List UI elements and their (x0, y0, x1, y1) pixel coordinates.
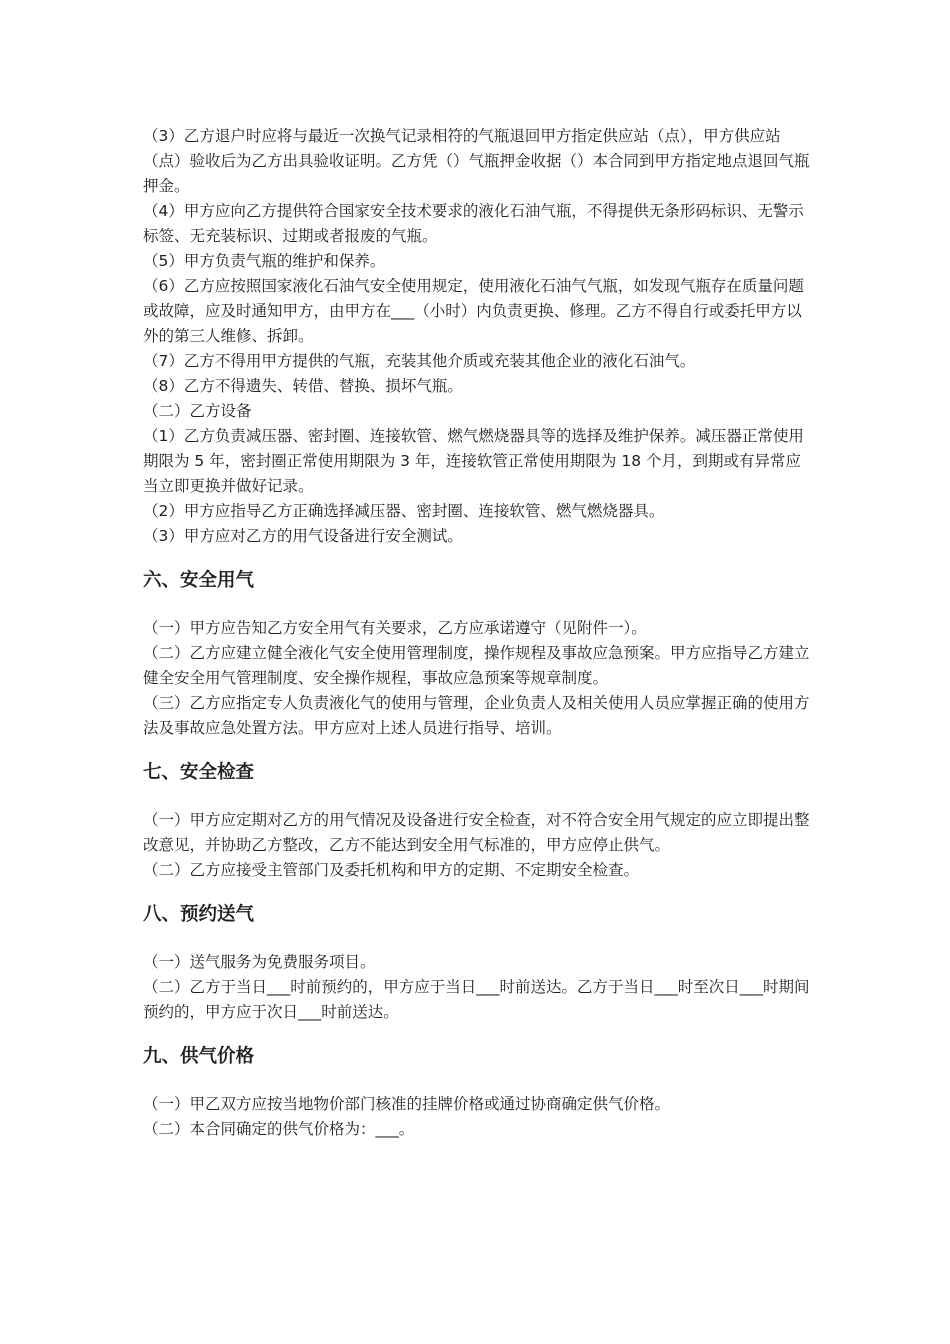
clause-8-no-loss: （8）乙方不得遗失、转借、替换、损坏气瓶。 (143, 377, 463, 395)
section-9 (143, 1044, 811, 1142)
section-paragraph: （二）乙方应接受主管部门及委托机构和甲方的定期、不定期安全检查。 (143, 861, 640, 879)
clause-7-no-refill: （7）乙方不得用甲方提供的气瓶，充装其他介质或充装其他企业的液化石油气。 (143, 352, 696, 370)
equipment-clause-3: （3）甲方应对乙方的用气设备进行安全测试。 (143, 527, 463, 545)
section-paragraph: （一）甲方应定期对乙方的用气情况及设备进行安全检查，对不符合安全用气规定的应立即提出整改意见，并协助乙方整改，乙方不能达到安全用气标准的，甲方应停止供气。 (143, 811, 810, 854)
subheading-party-b-equipment: （二）乙方设备 (143, 402, 252, 420)
section-paragraph: （一）甲方应告知乙方安全用气有关要求，乙方应承诺遵守（见附件一）。 (143, 619, 647, 637)
section-paragraph: （二）乙方应建立健全液化气安全使用管理制度，操作规程及事故应急预案。甲方应指导乙方建立健全安全用气管理制度、安全操作规程，事故应急预案等规章制度。 (143, 644, 810, 687)
document-page (143, 124, 811, 1142)
equipment-clause-2: （2）甲方应指导乙方正确选择减压器、密封圈、连接软管、燃气燃烧器具。 (143, 502, 665, 520)
section-6 (143, 568, 811, 741)
section-5-continued (143, 124, 811, 549)
section-paragraph: （三）乙方应指定专人负责液化气的使用与管理，企业负责人及相关使用人员应掌握正确的使用方法及事故应急处置方法。甲方应对上述人员进行指导、培训。 (143, 694, 810, 737)
section-paragraph: （一）甲乙双方应按当地物价部门核准的挂牌价格或通过协商确定供气价格。 (143, 1095, 671, 1113)
clause-3-return-cylinder: （3）乙方退户时应将与最近一次换气记录相符的气瓶退回甲方指定供应站（点），甲方供应站（点）验收后为乙方出具验收证明。乙方凭（）气瓶押金收据（）本合同到甲方指定地点退回气瓶押金。 (143, 127, 810, 195)
section-heading: 八、预约送气 (143, 904, 255, 925)
section-heading: 六、安全用气 (143, 570, 255, 591)
section-7 (143, 760, 811, 883)
section-heading: 七、安全检查 (143, 762, 255, 783)
clause-4-cylinder-standard: （4）甲方应向乙方提供符合国家安全技术要求的液化石油气瓶，不得提供无条形码标识、无警示标签、无充装标识、过期或者报废的气瓶。 (143, 202, 804, 245)
section-paragraph: （二）本合同确定的供气价格为：___。 (143, 1120, 415, 1138)
section-8 (143, 902, 811, 1025)
clause-6-usage-rules: （6）乙方应按照国家液化石油气安全使用规定，使用液化石油气气瓶，如发现气瓶存在质量问题或故障，应及时通知甲方，由甲方在___（小时）内负责更换、修理。乙方不得自行或委托甲方以外的第三人维修、拆卸。 (143, 277, 804, 345)
clause-5-maintenance: （5）甲方负责气瓶的维护和保养。 (143, 252, 386, 270)
equipment-clause-1: （1）乙方负责减压器、密封圈、连接软管、燃气燃烧器具等的选择及维护保养。减压器正常使用期限为 5 年，密封圈正常使用期限为 3 年，连接软管正常使用期限为 18 个月，到期或有异常应当立即更换并做好记录。 (143, 427, 804, 495)
section-paragraph: （二）乙方于当日___时前预约的，甲方应于当日___时前送达。乙方于当日___时至次日___时期间预约的，甲方应于次日___时前送达。 (143, 978, 810, 1021)
section-paragraph: （一）送气服务为免费服务项目。 (143, 953, 376, 971)
section-heading: 九、供气价格 (143, 1046, 255, 1067)
